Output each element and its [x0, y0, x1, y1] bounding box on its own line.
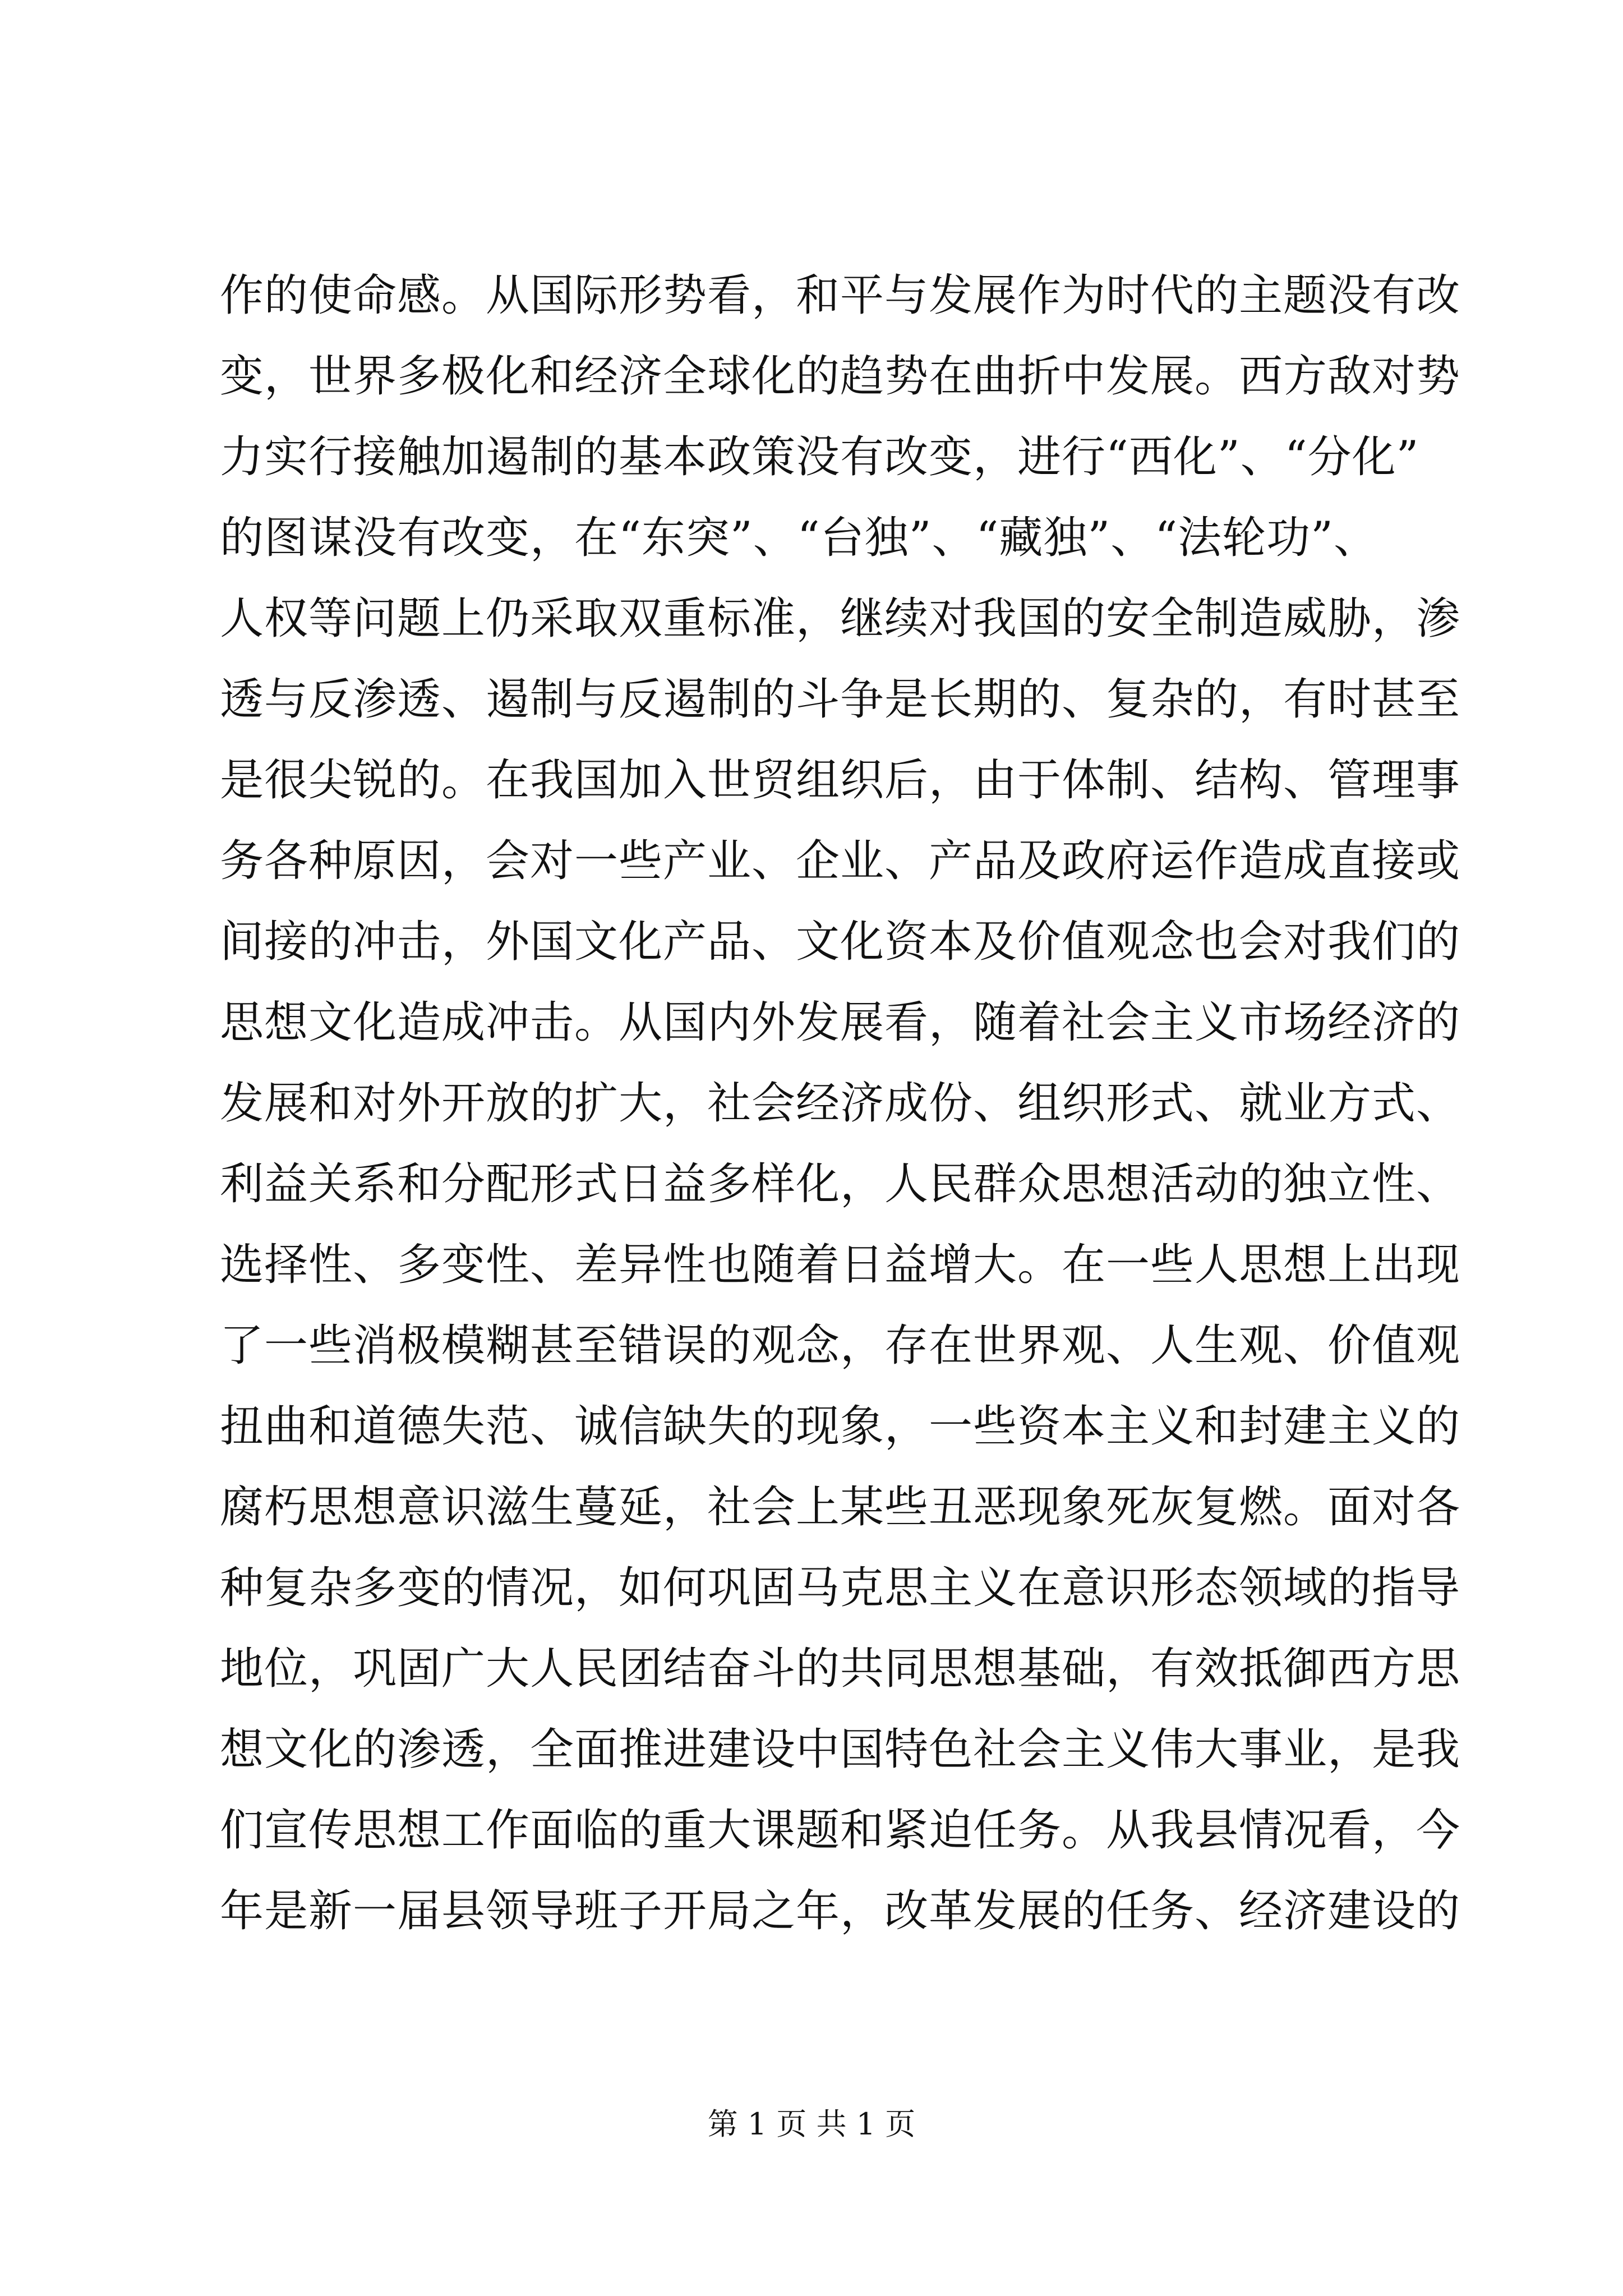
text-line: 地位，巩固广大人民团结奋斗的共同思想基础，有效抵御西方思: [220, 1644, 1461, 1694]
text-line: 种复杂多变的情况，如何巩固马克思主义在意识形态领域的指导: [220, 1563, 1461, 1613]
text-line: 利益关系和分配形式日益多样化，人民群众思想活动的独立性、: [220, 1159, 1461, 1209]
text-line: 变，世界多极化和经济全球化的趋势在曲折中发展。西方敌对势: [220, 351, 1461, 402]
page-number-label: 第 1 页 共 1 页: [707, 2106, 916, 2142]
text-line: 们宣传思想工作面临的重大课题和紧迫任务。从我县情况看，今: [220, 1805, 1461, 1856]
text-line: 思想文化造成冲击。从国内外发展看，随着社会主义市场经济的: [220, 997, 1461, 1048]
text-line: 腐朽思想意识滋生蔓延，社会上某些丑恶现象死灰复燃。面对各: [220, 1482, 1461, 1533]
text-line: 是很尖锐的。在我国加入世贸组织后，由于体制、结构、管理事: [220, 755, 1461, 806]
text-line: 透与反渗透、遏制与反遏制的斗争是长期的、复杂的，有时甚至: [220, 674, 1461, 725]
page-footer: [0, 2105, 1623, 2144]
text-line: 间接的冲击，外国文化产品、文化资本及价值观念也会对我们的: [220, 917, 1461, 967]
text-line: 了一些消极模糊甚至错误的观念，存在世界观、人生观、价值观: [220, 1320, 1461, 1371]
text-line: 年是新一届县领导班子开局之年，改革发展的任务、经济建设的: [220, 1886, 1461, 1936]
text-line: 作的使命感。从国际形势看，和平与发展作为时代的主题没有改: [220, 270, 1461, 321]
text-line: 的图谋没有改变，在“东突”、“台独”、“藏独”、“法轮功”、: [220, 513, 1378, 563]
text-line: 人权等问题上仍采取双重标准，继续对我国的安全制造威胁，渗: [220, 593, 1461, 644]
text-line: 想文化的渗透，全面推进建设中国特色社会主义伟大事业，是我: [220, 1724, 1461, 1775]
text-line: 选择性、多变性、差异性也随着日益增大。在一些人思想上出现: [220, 1240, 1461, 1290]
text-line: 发展和对外开放的扩大，社会经济成份、组织形式、就业方式、: [220, 1078, 1461, 1129]
text-line: 务各种原因，会对一些产业、企业、产品及政府运作造成直接或: [220, 836, 1461, 886]
body-text: [220, 255, 1461, 1952]
text-line: 力实行接触加遏制的基本政策没有改变，进行“西化”、“分化”: [220, 432, 1419, 482]
text-line: 扭曲和道德失范、诚信缺失的现象，一些资本主义和封建主义的: [220, 1401, 1461, 1452]
